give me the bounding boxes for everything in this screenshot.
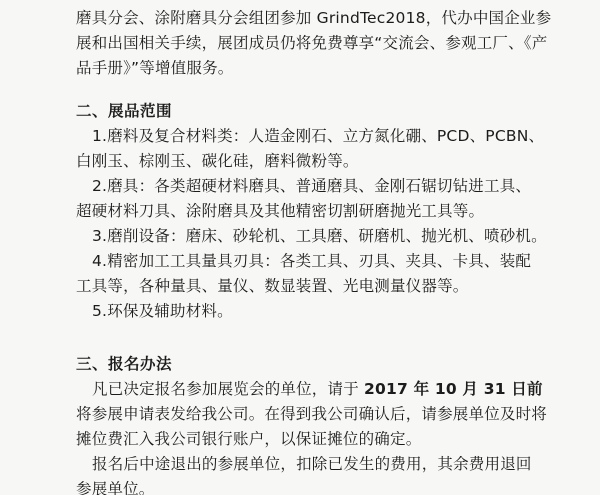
section-heading-registration: 三、报名办法 xyxy=(76,355,173,373)
registration-para-1-line-2: 将参展申请表发给我公司。在得到我公司确认后，请参展单位及时将 xyxy=(76,405,548,423)
exhibit-item-1-line-1: 1.磨料及复合材料类：人造金刚石、立方氮化硼、PCD、PCBN、 xyxy=(92,127,545,145)
exhibit-item-2-line-1: 2.磨具：各类超硬材料磨具、普通磨具、金刚石锯切钻进工具、 xyxy=(92,177,532,195)
intro-line-1: 磨具分会、涂附磨具分会组团参加 GrindTec2018，代办中国企业参 xyxy=(76,9,552,27)
exhibit-item-3: 3.磨削设备：磨床、砂轮机、工具磨、研磨机、抛光机、喷砂机。 xyxy=(92,227,547,245)
section-heading-exhibits: 二、展品范围 xyxy=(76,102,173,120)
registration-deadline: 2017 年 10 月 31 日前 xyxy=(364,380,543,398)
registration-para-1-line-3: 摊位费汇入我公司银行账户，以保证摊位的确定。 xyxy=(76,430,422,448)
registration-para-1-line-1 xyxy=(76,377,548,402)
intro-line-3: 品手册》”等增值服务。 xyxy=(76,59,234,77)
registration-para-1-prefix: 凡已决定报名参加展览会的单位，请于 xyxy=(92,380,365,398)
exhibit-item-4-line-2: 工具等，各种量具、量仪、数显装置、光电测量仪器等。 xyxy=(76,277,469,295)
exhibit-item-4-line-1: 4.精密加工工具量具刃具：各类工具、刃具、夹具、卡具、装配 xyxy=(92,252,532,270)
registration-para-2-line-2: 参展单位。 xyxy=(76,480,155,495)
exhibit-item-5: 5.环保及辅助材料。 xyxy=(92,302,233,320)
intro-line-2: 展和出国相关手续，展团成员仍将免费尊享“交流会、参观工厂、《产 xyxy=(76,34,548,52)
exhibit-item-1-line-2: 白刚玉、棕刚玉、碳化硅，磨料微粉等。 xyxy=(76,152,359,170)
registration-para-2-line-1: 报名后中途退出的参展单位，扣除已发生的费用，其余费用退回 xyxy=(92,455,532,473)
exhibit-item-2-line-2: 超硬材料刀具、涂附磨具及其他精密切割研磨抛光工具等。 xyxy=(76,202,485,220)
